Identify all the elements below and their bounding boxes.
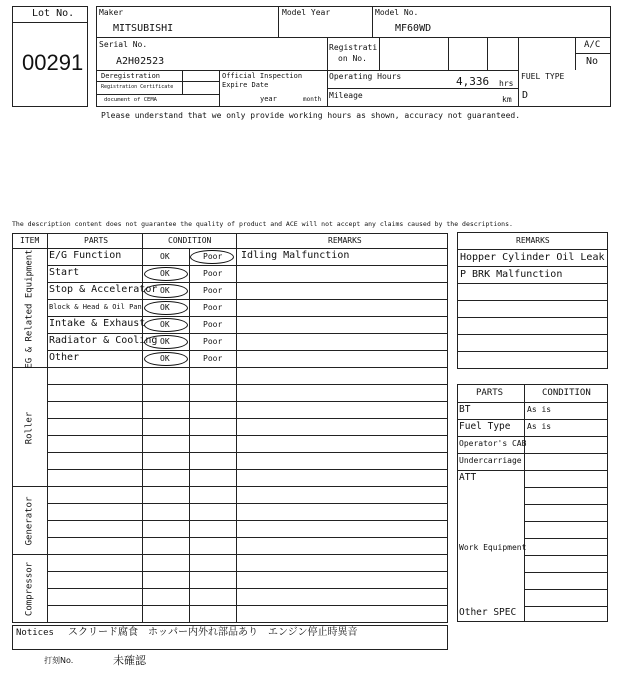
remark-text: Idling Malfunction (241, 250, 350, 261)
parts-condition-value: As is (527, 422, 552, 431)
notices-label: Notices (16, 628, 54, 638)
stamp-value: 未確認 (113, 654, 146, 667)
ok-option: OK (160, 269, 170, 278)
part-name: Other (49, 352, 80, 363)
stamp-label: 打刻No. (44, 656, 74, 665)
part-name: Block & Head & Oil Pan (49, 303, 142, 311)
parts-part-name: Undercarriage (459, 456, 522, 465)
lot-number: 00291 (22, 50, 84, 75)
poor-option: Poor (203, 337, 223, 346)
right-remarks-header: REMARKS (516, 236, 550, 245)
selection-circle (144, 352, 188, 366)
serial-value: A2H02523 (116, 56, 165, 67)
parts-part-name: Fuel Type (459, 421, 511, 432)
part-name: Stop & Accelerator (49, 284, 158, 295)
model-year-label: Model Year (282, 8, 331, 17)
ok-option: OK (160, 303, 170, 312)
selection-circle (190, 250, 234, 264)
mileage-label: Mileage (329, 91, 363, 100)
section-label-roller: Roller (24, 411, 35, 445)
parts-part-name: Operator's CAB (459, 439, 527, 448)
parts-col-condition-header: CONDITION (542, 388, 591, 398)
official-inspection-label-line2: Expire Date (222, 81, 269, 89)
poor-option: Poor (203, 303, 223, 312)
parts-condition-value: As is (527, 405, 552, 414)
maker-value: MITSUBISHI (113, 23, 174, 34)
model-no-label: Model No. (375, 8, 419, 17)
km-label: km (502, 95, 512, 104)
section-label-eg: EG & Related Equipment (24, 249, 35, 369)
right-remark-text: Hopper Cylinder Oil Leak (460, 252, 605, 263)
right-remark-text: P BRK Malfunction (460, 269, 563, 280)
parts-part-name: ATT (459, 472, 477, 483)
part-name: Radiator & Cooling (49, 335, 158, 346)
selection-circle (144, 301, 188, 315)
section-label-generator: Generator (24, 496, 35, 546)
poor-option: Poor (203, 269, 223, 278)
serial-label: Serial No. (99, 40, 148, 49)
hours-accuracy-note: Please understand that we only provide working hours as shown, accuracy not guaranteed. (101, 111, 521, 120)
col-parts-header: PARTS (84, 236, 109, 245)
parts-part-name: Work Equipment (459, 543, 527, 552)
month-label: month (303, 96, 322, 103)
part-name: E/G Function (49, 250, 122, 261)
part-name: Start (49, 267, 80, 278)
maker-label: Maker (99, 8, 124, 17)
poor-option: Poor (203, 320, 223, 329)
poor-option: Poor (203, 252, 223, 261)
ok-option: OK (160, 354, 170, 363)
registration-label-line2: on No. (338, 54, 367, 63)
hrs-label: hrs (499, 79, 514, 88)
year-label: year (260, 95, 277, 103)
fuel-type-label: FUEL TYPE (521, 72, 565, 81)
lot-label: Lot No. (32, 8, 75, 19)
section-label-compressor: Compressor (24, 561, 35, 617)
fuel-type-value: D (522, 90, 529, 101)
parts-col-parts-header: PARTS (476, 388, 504, 398)
col-condition-header: CONDITION (168, 236, 212, 245)
selection-circle (144, 318, 188, 332)
operating-hours-label: Operating Hours (329, 72, 402, 81)
registration-label-line1: Registrati (329, 43, 378, 52)
notices-text: スクリード腐食 ホッパー内外れ部品あり エンジン停止時異音 (68, 627, 358, 638)
col-item-header: ITEM (20, 236, 40, 245)
ok-option: OK (160, 286, 170, 295)
model-no-value: MF60WD (395, 23, 432, 34)
ok-option: OK (160, 252, 170, 261)
selection-circle (144, 284, 188, 298)
registration-certificate-label: Registration Certificate (101, 84, 174, 90)
selection-circle (144, 267, 188, 281)
ac-label: A/C (584, 40, 601, 50)
col-remarks-header: REMARKS (328, 236, 362, 245)
official-inspection-label-line1: Official Inspection (222, 72, 303, 80)
operating-hours-value: 4,336 (456, 75, 490, 88)
ac-value: No (586, 56, 599, 67)
ok-option: OK (160, 320, 170, 329)
part-name: Intake & Exhaust (49, 318, 146, 329)
selection-circle (144, 335, 188, 349)
description-disclaimer: The description content does not guarantee the quality of product and ACE will not accept any claims caused by the descriptions. (12, 220, 513, 228)
document-cema-label: document of CEMA (104, 97, 157, 103)
poor-option: Poor (203, 286, 223, 295)
poor-option: Poor (203, 354, 223, 363)
parts-part-name: Other SPEC (459, 607, 517, 618)
parts-part-name: BT (459, 404, 471, 415)
deregistration-label: Deregistration (101, 72, 161, 80)
ok-option: OK (160, 337, 170, 346)
